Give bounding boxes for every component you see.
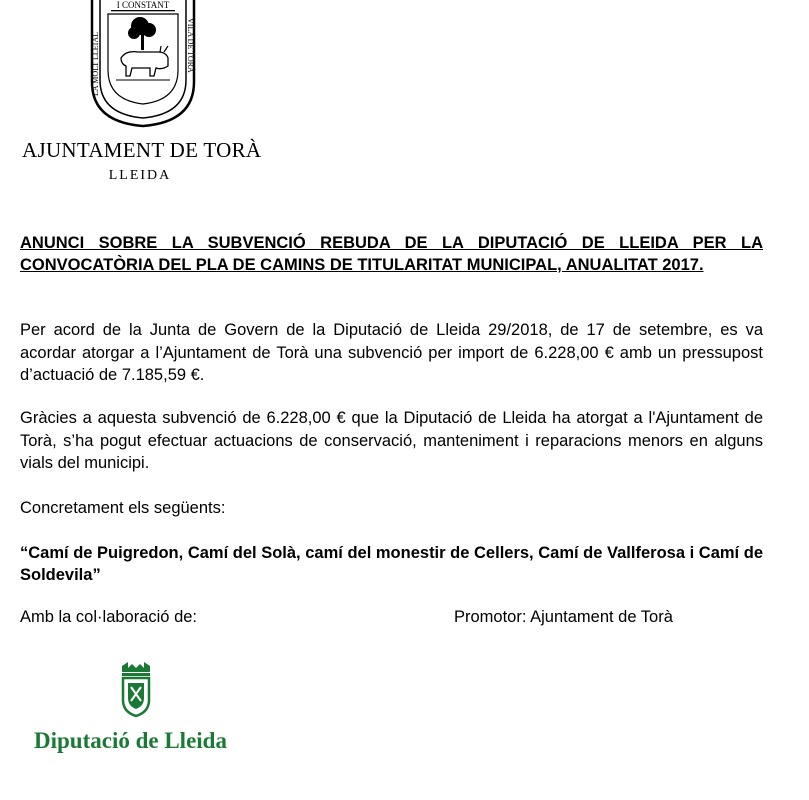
bull-icon (121, 46, 168, 76)
collaboration-label: Amb la col·laboració de: (20, 608, 198, 626)
roads-list-quote: “Camí de Puigredon, Camí del Solà, camí del monestir de Cellers, Camí de Vallferosa i Camí de Soldevila” (20, 544, 763, 584)
org-name: AJUNTAMENT DE TORÀ (22, 138, 262, 162)
diputacio-emblem-logo (118, 662, 154, 718)
paragraph-actions: Gràcies a aquesta subvenció de 6.228,00 € que la Diputació de Lleida ha atorgat a l'Ajuntament de Torà, s’ha pogut efectuar actuacions de conservació, manteniment i reparacions menors en alguns vials del municipi. (20, 409, 763, 472)
paragraph-following: Concretament els següents: (20, 499, 226, 517)
paragraph-grant-agreement: Per acord de la Junta de Govern de la Diputació de Lleida 29/2018, de 17 de setembre, es va acordar atorgar a l’Ajuntament de Torà una subvenció per import de 6.228,00 € amb un pressupost d’actuació de 7.185,59 €. (20, 321, 763, 384)
promoter-label: Promotor: Ajuntament de Torà (454, 608, 673, 626)
document-title: ANUNCI SOBRE LA SUBVENCIÓ REBUDA DE LA DIPUTACIÓ DE LLEIDA PER LA CONVOCATÒRIA DEL PLA DE CAMINS DE TITULARITAT MUNICIPAL, ANUALITAT 2017. (20, 234, 763, 274)
tree-icon (128, 17, 156, 50)
crest-ribbon-top: I CONSTANT (116, 0, 170, 10)
crest-ribbon-left: LA MOLT LLEIAL (91, 32, 100, 96)
org-location: LLEIDA (108, 168, 172, 183)
crest-ribbon-right: VILA DE TORÀ (186, 18, 195, 73)
tora-crest-logo (88, 0, 198, 128)
diputacio-name: Diputació de Lleida (34, 728, 227, 753)
